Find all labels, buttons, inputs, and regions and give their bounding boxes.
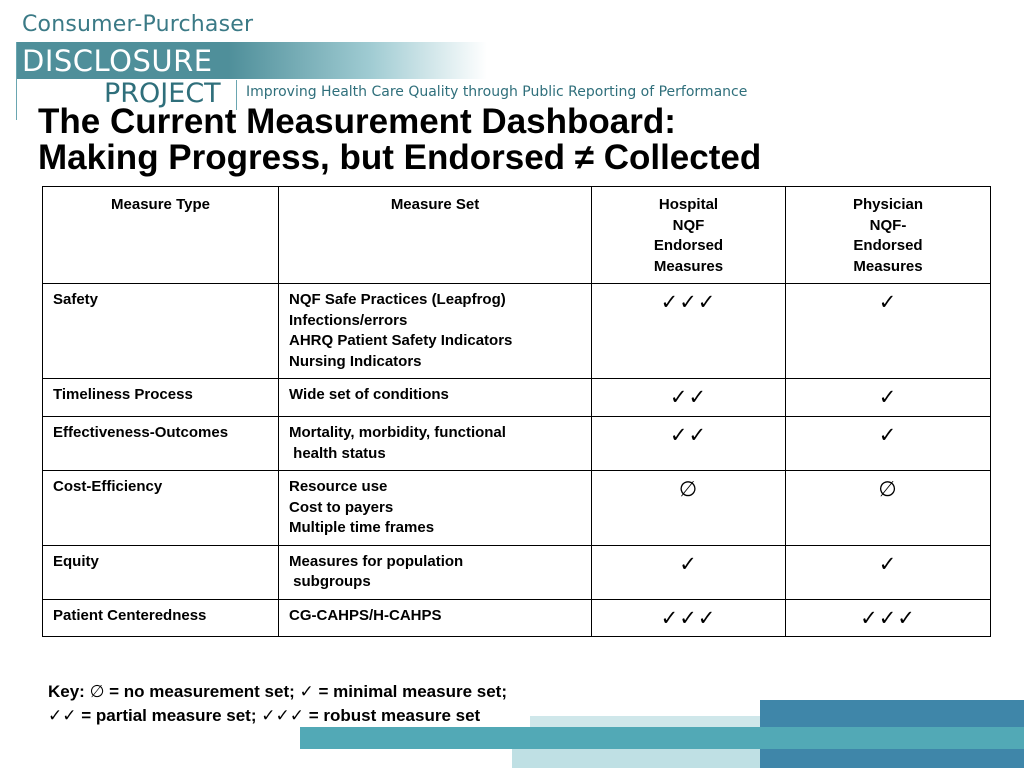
- cell-hospital-rating: ✓✓✓: [592, 599, 786, 636]
- header-hospital: [592, 187, 786, 284]
- cell-measure-set: [279, 379, 592, 417]
- legend-partial-text: = partial measure set;: [76, 706, 257, 725]
- cell-measure-set: [279, 545, 592, 599]
- cell-physician-rating: ✓: [786, 417, 991, 471]
- table-row-effectiveness: [43, 417, 991, 471]
- slide-title: [38, 104, 761, 176]
- table-row-cost-efficiency: [43, 471, 991, 546]
- cell-physician-rating: ✓✓✓: [786, 599, 991, 636]
- header-physician-line: Physician: [852, 196, 924, 213]
- empty-set-icon: ∅: [89, 682, 105, 702]
- slide-title-line-2: Making Progress, but Endorsed ≠ Collected: [38, 138, 762, 177]
- cell-physician-rating: ∅: [786, 471, 991, 546]
- cell-measure-set: [279, 471, 592, 546]
- cell-hospital-rating: ✓: [592, 545, 786, 599]
- measure-set-line: Cost to payers: [289, 498, 394, 516]
- logo-line-project: PROJECT: [104, 78, 221, 109]
- decorative-band: [760, 700, 1024, 727]
- legend-none-text: = no measurement set;: [104, 682, 295, 701]
- header-measure-type: Measure Type: [43, 187, 279, 284]
- measure-set-line: NQF Safe Practices (Leapfrog): [289, 291, 506, 308]
- measure-set-line: Mortality, morbidity, functional: [289, 424, 506, 441]
- legend-key: [48, 680, 507, 728]
- decorative-band: [530, 716, 760, 727]
- measure-set-line: Multiple time frames: [289, 519, 435, 536]
- logo-tagline: Improving Health Care Quality through Public Reporting of Performance: [246, 84, 748, 100]
- triple-checkmark-icon: ✓✓✓: [261, 706, 304, 726]
- cell-measure-set: [279, 417, 592, 471]
- cell-physician-rating: ✓: [786, 284, 991, 379]
- measure-set-line: Infections/errors: [289, 311, 408, 329]
- table-row-safety: [43, 284, 991, 379]
- measure-set-line: AHRQ Patient Safety Indicators: [289, 332, 513, 349]
- logo-line-consumer-purchaser: Consumer-Purchaser: [22, 12, 254, 37]
- cell-measure-set: [279, 284, 592, 379]
- legend-line-1: [48, 680, 507, 704]
- measure-set-line: health status: [289, 444, 386, 462]
- measure-set-line: subgroups: [289, 573, 371, 590]
- checkmark-icon: ✓: [299, 682, 314, 702]
- table-row-patient-centeredness: [43, 599, 991, 636]
- cell-measure-type: Timeliness Process: [43, 379, 279, 417]
- table-header-row: [43, 187, 991, 284]
- cell-physician-rating: ✓: [786, 545, 991, 599]
- header-hospital-line: Hospital: [658, 196, 719, 213]
- cell-measure-type: Equity: [43, 545, 279, 599]
- cell-hospital-rating: ✓✓: [592, 379, 786, 417]
- cell-measure-set: [279, 599, 592, 636]
- legend-minimal-text: = minimal measure set;: [313, 682, 507, 701]
- decorative-band: [300, 727, 1024, 749]
- decorative-band: [760, 749, 1024, 768]
- header-hospital-line: Endorsed: [653, 237, 724, 254]
- measure-set-line: Measures for population: [289, 552, 464, 570]
- header-physician-line: Measures: [853, 257, 923, 275]
- table-row-timeliness: [43, 379, 991, 417]
- measure-set-line: CG-CAHPS/H-CAHPS: [289, 606, 442, 624]
- header-physician: [786, 187, 991, 284]
- header-measure-set: Measure Set: [279, 187, 592, 284]
- header-hospital-line: NQF: [672, 216, 705, 234]
- cell-measure-type: Safety: [43, 284, 279, 379]
- measure-set-line: Nursing Indicators: [289, 352, 422, 370]
- header-physician-line: NQF-: [869, 216, 907, 234]
- cell-measure-type: Effectiveness-Outcomes: [43, 417, 279, 471]
- cell-physician-rating: ✓: [786, 379, 991, 417]
- cell-hospital-rating: ✓✓: [592, 417, 786, 471]
- cell-hospital-rating: ✓✓✓: [592, 284, 786, 379]
- legend-line-2: [48, 704, 507, 728]
- double-checkmark-icon: ✓✓: [48, 706, 77, 726]
- cell-measure-type: Patient Centeredness: [43, 599, 279, 636]
- slide-title-line-1: The Current Measurement Dashboard:: [38, 102, 676, 141]
- measure-set-line: Resource use: [289, 478, 388, 495]
- cell-measure-type: Cost-Efficiency: [43, 471, 279, 546]
- legend-label: Key:: [48, 682, 85, 701]
- measure-set-line: Wide set of conditions: [289, 386, 449, 403]
- cell-hospital-rating: ∅: [592, 471, 786, 546]
- table-row-equity: [43, 545, 991, 599]
- header-hospital-line: Measures: [653, 257, 724, 275]
- header-physician-line: Endorsed: [853, 237, 923, 254]
- logo-line-disclosure: DISCLOSURE: [22, 44, 213, 78]
- measurement-dashboard-table: [42, 186, 991, 637]
- legend-robust-text: = robust measure set: [303, 706, 481, 725]
